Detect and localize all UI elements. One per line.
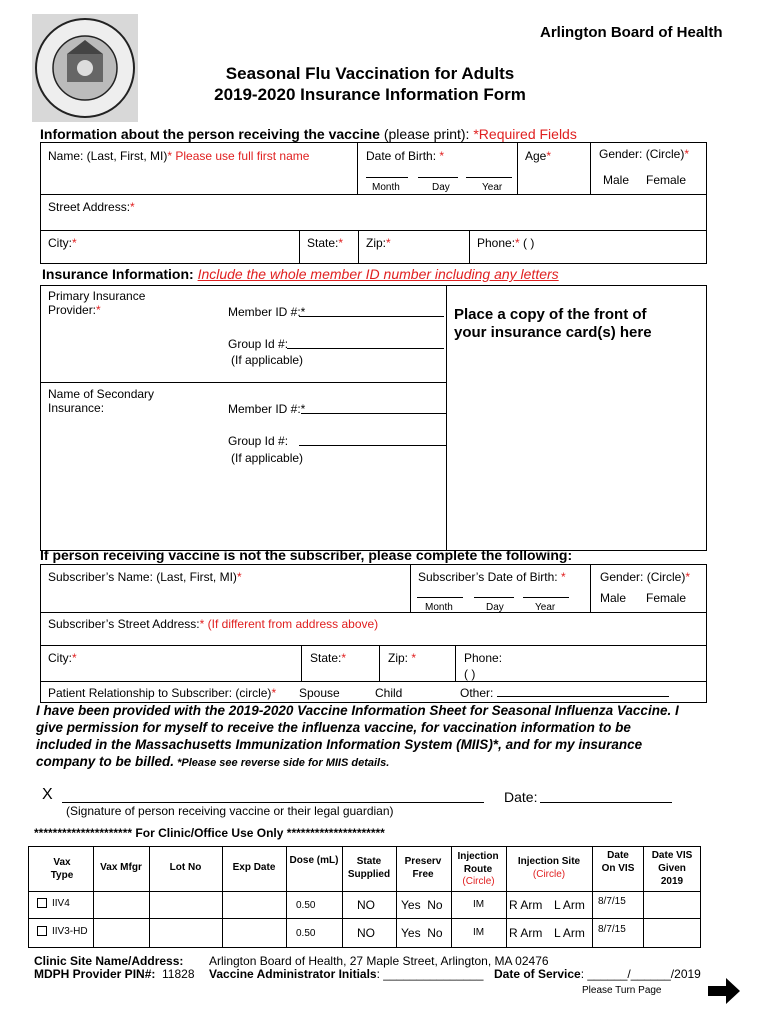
primary-star: *: [96, 303, 101, 317]
footer-site-value: Arlington Board of Health, 27 Maple Street, Arlington, MA 02476: [209, 954, 549, 968]
subscriber-dob-day: Day: [486, 602, 504, 613]
row1-dose: 0.50: [296, 900, 316, 911]
row1-site-l[interactable]: L Arm: [554, 898, 585, 912]
subscriber-heading: If person receiving vaccine is not the subscriber, please complete the following:: [40, 547, 573, 563]
phone-star: *: [515, 236, 520, 250]
age-cell[interactable]: [517, 142, 591, 195]
required-fields-note: *Required Fields: [473, 126, 577, 142]
footer-date-label: Date of Service: [494, 967, 581, 981]
subscriber-name-label: Subscriber’s Name: (Last, First, MI): [48, 570, 237, 584]
subscriber-gender-star: *: [685, 570, 691, 584]
turn-page-label: Please Turn Page: [582, 985, 662, 996]
state-label: State:: [307, 236, 339, 250]
dob-day: Day: [432, 182, 450, 193]
subscriber-dob-star: *: [560, 570, 566, 584]
relationship-star: *: [271, 686, 277, 700]
row2-checkbox[interactable]: [37, 926, 47, 936]
consent-text: I have been provided with the 2019-2020 Vaccine Information Sheet for Seasonal Influenza Vaccine. I give permission for myself to receive the influenza vaccine, for vaccination information to be included in the Massachusetts Immunization Information System (MIIS)*, and for my insurance company to be billed.: [36, 703, 679, 769]
row1-state: NO: [357, 898, 375, 912]
primary-if-applicable: (If applicable): [231, 353, 304, 367]
subscriber-dob-year: Year: [535, 602, 556, 613]
relationship-other[interactable]: Other:: [460, 686, 494, 700]
gender-female[interactable]: Female: [646, 173, 687, 187]
title-line2: 2019-2020 Insurance Information Form: [214, 85, 526, 104]
subscriber-city-cell[interactable]: [40, 645, 302, 682]
row2-dose: 0.50: [296, 928, 316, 939]
footer-admin-colon: : _______________: [376, 967, 484, 981]
row2-vax[interactable]: [37, 926, 88, 937]
subscriber-gender-cell[interactable]: [590, 564, 707, 613]
footer-admin-label: Vaccine Administrator Initials: [209, 967, 377, 981]
insurance-heading: [42, 266, 559, 282]
person-heading-bold: Information about the person receiving the vaccine: [40, 126, 380, 142]
primary-member-id-label: Member ID #:*: [228, 305, 306, 319]
row2-site-r[interactable]: R Arm: [509, 926, 543, 940]
row1-preserv[interactable]: Yes No: [401, 898, 443, 912]
col-preserv-free: Preserv Free: [404, 856, 442, 880]
secondary-if-applicable: (If applicable): [231, 451, 304, 465]
primary-label: Primary Insurance Provider:: [48, 289, 146, 317]
subscriber-dob-label: Subscriber’s Date of Birth:: [418, 570, 561, 584]
subscriber-city-label: City:: [48, 651, 72, 665]
primary-member-id-field[interactable]: [299, 316, 444, 317]
subscriber-street-label: Subscriber’s Street Address:: [48, 617, 200, 631]
footer-site-label: Clinic Site Name/Address:: [34, 954, 184, 968]
col-route-circle: (Circle): [462, 876, 495, 887]
clinic-heading: [34, 826, 385, 840]
col-date-on-vis: Date On VIS: [601, 850, 635, 874]
secondary-insurance-label[interactable]: Name of Secondary Insurance:: [48, 387, 155, 415]
row2-site-l[interactable]: L Arm: [554, 926, 585, 940]
zip-cell[interactable]: [358, 230, 470, 264]
state-cell[interactable]: [299, 230, 359, 264]
primary-group-id-field[interactable]: [287, 348, 444, 349]
clinic-stars-right: *********************: [286, 826, 385, 840]
footer-pin-label: MDPH Provider PIN#:: [34, 967, 156, 981]
dob-cell[interactable]: [357, 142, 518, 195]
age-label: Age: [525, 149, 547, 163]
subscriber-zip-cell[interactable]: [379, 645, 456, 682]
signature-caption: (Signature of person receiving vaccine or their legal guardian): [66, 804, 394, 818]
right-arrow-icon: [708, 978, 740, 1004]
row2-vis-date: 8/7/15: [598, 924, 626, 935]
row2-route[interactable]: IM: [473, 927, 485, 938]
subscriber-street-note: * (If different from address above): [199, 617, 379, 631]
signature-line[interactable]: [62, 802, 484, 803]
subscriber-city-star: *: [72, 651, 77, 665]
relationship-cell: [40, 681, 707, 703]
name-label: Name: (Last, First, MI): [48, 149, 168, 163]
secondary-member-id-field[interactable]: [301, 413, 446, 414]
row1-route[interactable]: IM: [473, 899, 485, 910]
col-exp-date: Exp Date: [232, 862, 276, 873]
state-star: *: [338, 236, 344, 250]
row1-checkbox[interactable]: [37, 898, 47, 908]
subscriber-zip-label: Zip:: [388, 651, 412, 665]
consent-statement: [36, 702, 686, 772]
dob-month: Month: [372, 182, 400, 193]
city-label: City:: [48, 236, 72, 250]
clinic-stars-left: *********************: [34, 826, 133, 840]
clinic-heading-text: For Clinic/Office Use Only: [132, 826, 287, 840]
col-date-vis-given: Date VIS Given 2019: [651, 850, 693, 887]
subscriber-name-cell[interactable]: [40, 564, 411, 613]
insurance-heading-note: Include the whole member ID number including any letters: [197, 266, 559, 282]
row1-site-r[interactable]: R Arm: [509, 898, 543, 912]
subscriber-dob-month: Month: [425, 602, 453, 613]
phone-paren: ( ): [519, 236, 535, 250]
phone-cell[interactable]: [469, 230, 707, 264]
subscriber-street-cell[interactable]: [40, 612, 707, 646]
subscriber-name-star: *: [236, 570, 242, 584]
secondary-group-id-label: Group Id #:: [228, 434, 289, 448]
subscriber-state-label: State:: [310, 651, 342, 665]
row1-vax[interactable]: [37, 898, 70, 909]
secondary-group-id-field[interactable]: [299, 445, 446, 446]
org-name: Arlington Board of Health: [540, 24, 723, 41]
name-cell[interactable]: [40, 142, 358, 195]
row2-preserv[interactable]: Yes No: [401, 926, 443, 940]
col-state-supplied: State Supplied: [347, 856, 391, 880]
subscriber-phone-paren: ( ): [464, 667, 476, 681]
consent-note: *Please see reverse side for MIIS details.: [174, 757, 390, 769]
title-line1: Seasonal Flu Vaccination for Adults: [225, 64, 515, 83]
insurance-card-placeholder: Place a copy of the front of your insurance card(s) here: [454, 306, 652, 341]
subscriber-phone-cell[interactable]: [455, 645, 707, 682]
gender-star: *: [684, 147, 690, 161]
city-star: *: [72, 236, 77, 250]
footer-pin-value: 11828: [155, 967, 195, 981]
zip-star: *: [386, 236, 391, 250]
street-label: Street Address:: [48, 200, 131, 214]
footer-date[interactable]: [494, 967, 701, 981]
subscriber-zip-star: *: [411, 651, 417, 665]
name-hint: Please use full first name: [172, 149, 310, 163]
city-cell[interactable]: [40, 230, 300, 264]
street-cell[interactable]: [40, 194, 707, 231]
col-injection-site: Injection Site: [517, 856, 581, 867]
footer-admin[interactable]: [209, 967, 483, 981]
row2-vax-label: IIV3-HD: [52, 926, 88, 937]
col-site-circle: (Circle): [532, 869, 566, 880]
col-vax-type: Vax Type: [50, 857, 74, 881]
relationship-spouse[interactable]: Spouse: [299, 686, 340, 700]
footer-pin: [34, 967, 195, 981]
col-injection-route: Injection Route: [457, 851, 499, 875]
subscriber-gender-male[interactable]: Male: [600, 591, 627, 605]
age-star: *: [546, 149, 552, 163]
town-seal: [32, 14, 138, 122]
dob-star: *: [439, 149, 445, 163]
subscriber-gender-label: Gender: (Circle): [600, 570, 686, 584]
dob-label: Date of Birth:: [366, 149, 440, 163]
relationship-other-field[interactable]: [497, 696, 669, 697]
col-vax-mfgr: Vax Mfgr: [100, 862, 142, 873]
primary-group-id-label: Group Id #:: [228, 337, 289, 351]
date-label: Date:: [504, 789, 538, 805]
signature-x: X: [42, 786, 53, 803]
phone-label: Phone:: [477, 236, 516, 250]
primary-provider[interactable]: [48, 289, 158, 317]
street-star: *: [130, 200, 135, 214]
person-section-heading: [40, 126, 577, 142]
gender-cell[interactable]: [590, 142, 707, 195]
name-star: *: [167, 149, 173, 163]
col-dose: Dose (mL): [289, 855, 339, 866]
col-lot-no: Lot No: [169, 862, 202, 873]
subscriber-dob-cell[interactable]: [410, 564, 591, 613]
row1-vis-date: 8/7/15: [598, 896, 626, 907]
person-heading-plain: (please print):: [379, 126, 474, 142]
subscriber-gender-female[interactable]: Female: [646, 591, 687, 605]
insurance-heading-bold: Insurance Information:: [42, 266, 198, 282]
gender-label: Gender: (Circle): [599, 147, 685, 161]
relationship-label: Patient Relationship to Subscriber: (circle): [48, 686, 272, 700]
subscriber-phone-label: Phone:: [464, 651, 503, 665]
row1-vax-label: IIV4: [52, 898, 70, 909]
zip-label: Zip:: [366, 236, 387, 250]
gender-male[interactable]: Male: [603, 173, 630, 187]
dob-year: Year: [482, 182, 503, 193]
footer-date-value: : ______/______/2019: [580, 967, 701, 981]
subscriber-state-cell[interactable]: [301, 645, 380, 682]
relationship-child[interactable]: Child: [375, 686, 403, 700]
subscriber-state-star: *: [341, 651, 347, 665]
secondary-member-id-label: Member ID #:*: [228, 402, 306, 416]
date-field[interactable]: [540, 802, 672, 803]
row2-state: NO: [357, 926, 375, 940]
